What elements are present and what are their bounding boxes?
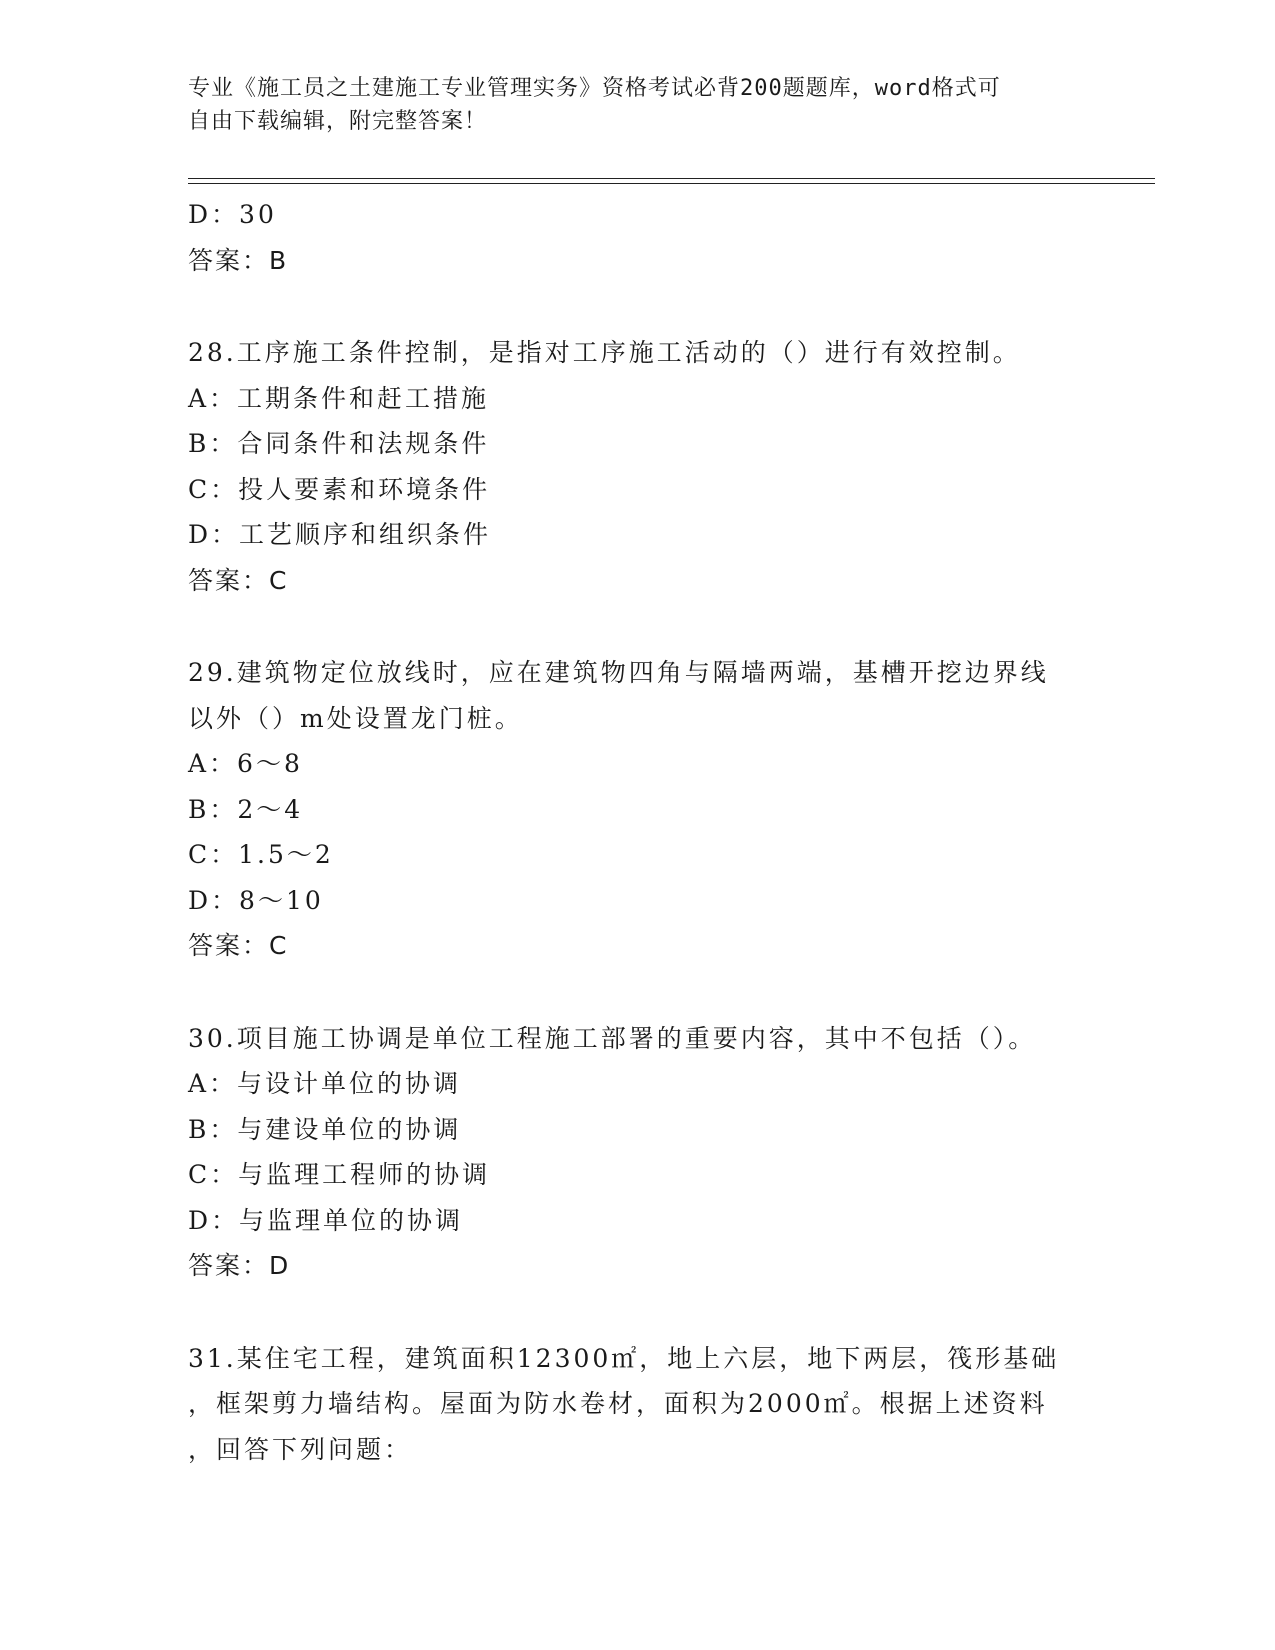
header-line-2: 自由下载编辑，附完整答案！ <box>188 109 488 134</box>
answer: 答案：B <box>188 245 289 275</box>
document-header <box>188 72 1088 138</box>
header-line-1: 专业《施工员之土建施工专业管理实务》资格考试必背200题题库，word格式可 <box>188 76 1001 101</box>
question-29 <box>188 650 1148 969</box>
header-divider-bottom <box>188 183 1155 184</box>
option-c: C：1.5～2 <box>188 840 334 869</box>
question-list <box>188 192 1148 1472</box>
option-c: C：与监理工程师的协调 <box>188 1160 491 1189</box>
option-c: C：投人要素和环境条件 <box>188 474 491 504</box>
question-stem-line-3: ，回答下列问题： <box>188 1434 413 1464</box>
option-b: B：2～4 <box>188 794 304 824</box>
option-b: B：合同条件和法规条件 <box>188 429 490 458</box>
option-a: A：工期条件和赶工措施 <box>188 383 490 413</box>
option-d: D：8～10 <box>188 885 324 915</box>
question-stem: 28.工序施工条件控制，是指对工序施工活动的（）进行有效控制。 <box>188 338 1021 367</box>
answer: 答案：C <box>188 931 289 960</box>
option-d: D：30 <box>188 200 277 229</box>
option-a: A：与设计单位的协调 <box>188 1069 462 1098</box>
answer: 答案：D <box>188 1251 291 1280</box>
question-stem-line-2: ，框架剪力墙结构。屋面为防水卷材，面积为2000㎡。根据上述资料 <box>188 1389 1048 1418</box>
header-divider-top <box>188 178 1155 179</box>
question-stem-line-2: 以外（）m处设置龙门桩。 <box>188 703 523 733</box>
question-31 <box>188 1336 1148 1473</box>
option-d: D：与监理单位的协调 <box>188 1205 464 1235</box>
option-b: B：与建设单位的协调 <box>188 1114 462 1144</box>
question-stem: 30.项目施工协调是单位工程施工部署的重要内容，其中不包括（）。 <box>188 1023 1037 1053</box>
option-d: D：工艺顺序和组织条件 <box>188 520 492 549</box>
question-28 <box>188 330 1148 603</box>
question-30 <box>188 1016 1148 1289</box>
question-stem-line-1: 29.建筑物定位放线时，应在建筑物四角与隔墙两端，基槽开挖边界线 <box>188 658 1049 687</box>
question-stem-line-1: 31.某住宅工程，建筑面积12300㎡，地上六层，地下两层，筏形基础 <box>188 1343 1060 1373</box>
answer: 答案：C <box>188 565 289 595</box>
previous-question-tail <box>188 192 1148 283</box>
option-a: A：6～8 <box>188 749 303 778</box>
